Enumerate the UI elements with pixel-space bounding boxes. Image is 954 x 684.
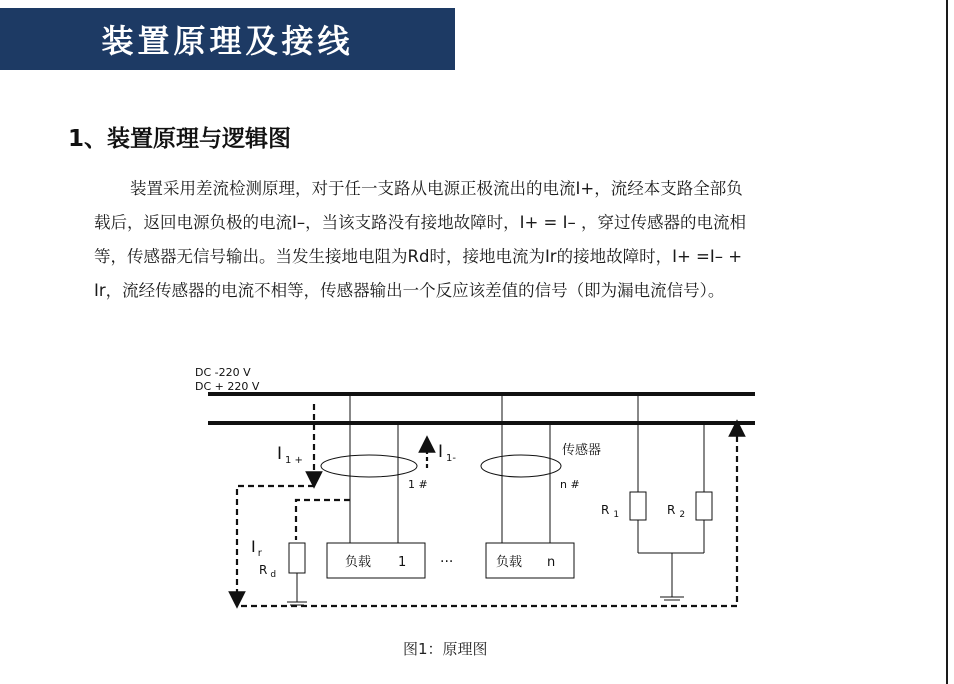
load-n-number: n — [547, 555, 556, 570]
sensor-1-ring — [321, 455, 417, 477]
branch-ellipsis: ... — [440, 550, 454, 566]
description-paragraph — [94, 172, 894, 308]
banner-title: 装置原理及接线 — [101, 22, 354, 60]
paragraph-line-3: 等，传感器无信号输出。当发生接地电阻为Rd时，接地电流为Ir的接地故障时，I+ =I– + — [94, 247, 743, 266]
i-plus-label: I $_{1 +}$ — [277, 444, 303, 466]
sensor-n-ring — [481, 455, 561, 477]
paragraph-line-4: Ir，流经传感器的电流不相等，传感器输出一个反应该差值的信号（即为漏电流信号）。 — [94, 281, 725, 300]
ir-label: I $_r$ — [251, 537, 262, 559]
figure-caption: 图1：原理图 — [403, 640, 488, 658]
sensor-label: 传感器 — [562, 443, 602, 458]
paragraph-line-2: 载后，返回电源负极的电流I–，当该支路没有接地故障时，I+ = I– ，穿过传感器的电流相 — [94, 213, 746, 232]
fault-leak-path — [296, 500, 350, 540]
section-title: 1、装置原理与逻辑图 — [68, 126, 292, 152]
sensor-1-number: 1 # — [408, 478, 428, 491]
rd-resistor — [289, 543, 305, 573]
load-n-label: 负载 — [496, 555, 523, 570]
rd-label: R $_d$ — [259, 563, 277, 580]
paragraph-line-1: 装置采用差流检测原理，对于任一支路从电源正极流出的电流I+，流经本支路全部负 — [130, 179, 743, 198]
r1-resistor — [630, 492, 646, 520]
load-1-box — [327, 543, 425, 578]
r2-resistor — [696, 492, 712, 520]
dc-negative-label: DC -220 V — [195, 366, 251, 379]
fault-loop-path — [241, 428, 737, 606]
i-minus-label: I $_{1-}$ — [438, 442, 456, 464]
r1-label: R $_1$ — [601, 503, 620, 520]
load-1-label: 负载 — [345, 555, 372, 570]
page-banner — [0, 8, 455, 70]
load-1-number: 1 — [398, 555, 407, 570]
r2-label: R $_2$ — [667, 503, 686, 520]
dc-positive-label: DC + 220 V — [195, 380, 260, 393]
sensor-n-number: n # — [560, 478, 580, 491]
circuit-diagram — [0, 355, 954, 635]
